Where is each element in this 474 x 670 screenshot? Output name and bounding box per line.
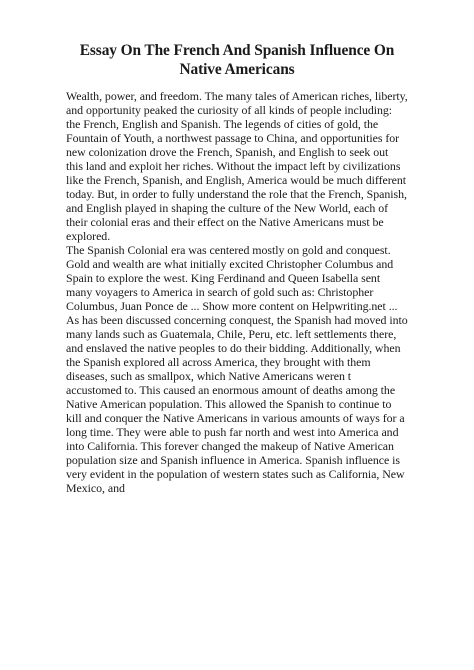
essay-body [66, 89, 408, 495]
paragraph-spanish-conquest: As has been discussed concerning conquest, the Spanish had moved into many lands such as Guatemala, Chile, Peru, etc. left settlements there, and enslaved the native peoples to do their bidding. Additionally, when the Spanish explored all across America, they brought with them diseases, such as smallpox, which Native Americans weren t accustomed to. This caused an enormous amount of deaths among the Native American population. This allowed the Spanish to continue to kill and conquer the Native Americans in various amounts of ways for a long time. They were able to push far north and west into America and into California. This forever changed the makeup of Native American population size and Spanish influence in America. Spanish influence is very evident in the population of western states such as California, New Mexico, and [66, 313, 408, 495]
document-title: Essay On The French And Spanish Influence On Native Americans [79, 42, 395, 78]
paragraph-spanish-colonial-era: The Spanish Colonial era was centered mostly on gold and conquest. Gold and wealth are what initially excited Christopher Columbus and Spain to explore the west. King Ferdinand and Queen Isabella sent many voyagers to America in search of gold such as: Christopher Columbus, Juan Ponce de ... Show more content on Helpwriting.net ... [66, 243, 398, 313]
paragraph-intro: Wealth, power, and freedom. The many tales of American riches, liberty, and opportunity peaked the curiosity of all kinds of people including: the French, English and Spanish. The legends of cities of gold, the Fountain of Youth, a northwest passage to China, and opportunities for new colonization drove the French, Spanish, and English to seek out this land and exploit her riches. Without the impact left by civilizations like the French, Spanish, and English, America would be much different today. But, in order to fully understand the role that the French, Spanish, and English played in shaping the culture of the New World, each of their colonial eras and their effect on the Native Americans must be explored. [66, 89, 408, 243]
